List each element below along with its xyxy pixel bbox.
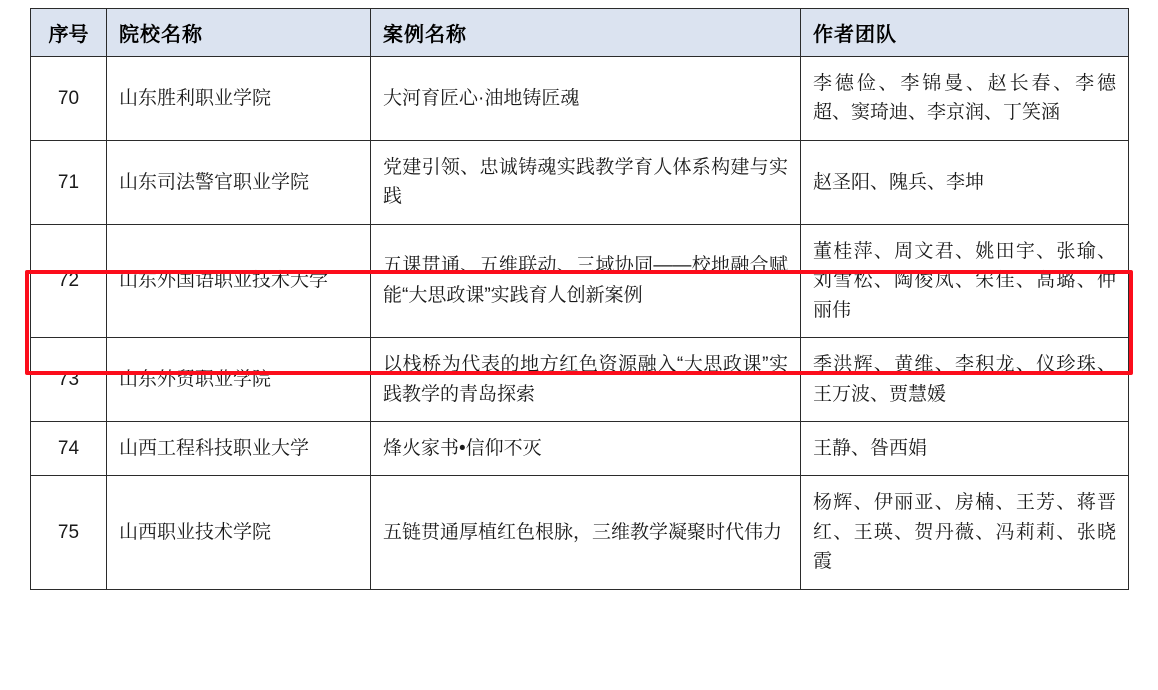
cell-school: 山东胜利职业学院: [107, 57, 371, 141]
cell-school: 山西工程科技职业大学: [107, 421, 371, 475]
cell-seq: 71: [31, 140, 107, 224]
table-row: [31, 140, 1129, 224]
cell-case: 五课贯通、五维联动、三域协同——校地融合赋能“大思政课”实践育人创新案例: [371, 224, 801, 337]
table-row: [31, 338, 1129, 422]
table-row: [31, 421, 1129, 475]
cell-case: 大河育匠心·油地铸匠魂: [371, 57, 801, 141]
cell-school: 山西职业技术学院: [107, 476, 371, 589]
cell-seq: 72: [31, 224, 107, 337]
table-row-highlighted: [31, 224, 1129, 337]
cell-school: 山东外贸职业学院: [107, 338, 371, 422]
table-header-row: [31, 9, 1129, 57]
cell-case: 五链贯通厚植红色根脉，三维教学凝聚时代伟力: [371, 476, 801, 589]
cell-case: 以栈桥为代表的地方红色资源融入“大思政课”实践教学的青岛探索: [371, 338, 801, 422]
cell-seq: 75: [31, 476, 107, 589]
table-header: [31, 9, 1129, 57]
cell-team: 杨辉、伊丽亚、房楠、王芳、蒋晋红、王瑛、贺丹薇、冯莉莉、张晓霞: [801, 476, 1129, 589]
cell-case: 烽火家书•信仰不灭: [371, 421, 801, 475]
cell-team: 王静、昝西娟: [801, 421, 1129, 475]
cell-seq: 70: [31, 57, 107, 141]
table-row: [31, 476, 1129, 589]
cell-team: 赵圣阳、隗兵、李坤: [801, 140, 1129, 224]
cell-team: 李德俭、李锦曼、赵长春、李德超、窦琦迪、李京润、丁笑涵: [801, 57, 1129, 141]
column-header-case: 案例名称: [371, 9, 801, 57]
cell-seq: 73: [31, 338, 107, 422]
cell-school: 山东外国语职业技术大学: [107, 224, 371, 337]
column-header-team: 作者团队: [801, 9, 1129, 57]
cell-team: 季洪辉、黄维、李积龙、仪珍珠、王万波、贾慧媛: [801, 338, 1129, 422]
column-header-school: 院校名称: [107, 9, 371, 57]
cases-table: [30, 8, 1129, 590]
cell-school: 山东司法警官职业学院: [107, 140, 371, 224]
table-body: [31, 57, 1129, 590]
column-header-seq: 序号: [31, 9, 107, 57]
cell-seq: 74: [31, 421, 107, 475]
table-row: [31, 57, 1129, 141]
cell-team: 董桂萍、周文君、姚田宇、张瑜、刘雪松、陶俊凤、宋佳、高璐、仲丽伟: [801, 224, 1129, 337]
cell-case: 党建引领、忠诚铸魂实践教学育人体系构建与实践: [371, 140, 801, 224]
